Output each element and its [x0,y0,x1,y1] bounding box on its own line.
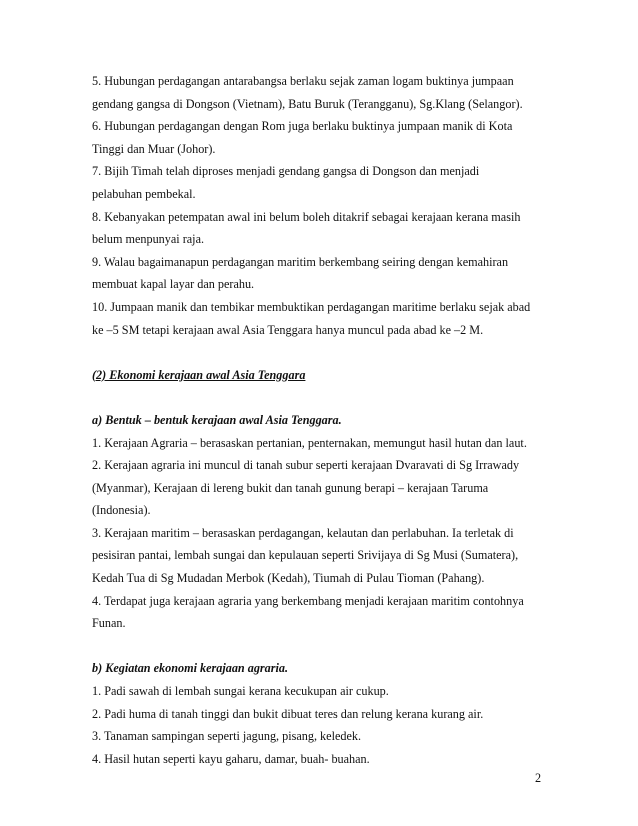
text-line: belum menpunyai raja. [92,232,205,247]
text-line: pesisiran pantai, lembah sungai dan kepulauan seperti Srivijaya di Sg Musi (Sumatera), [92,548,519,563]
text-line: Kedah Tua di Sg Mudadan Merbok (Kedah), Tiumah di Pulau Tioman (Pahang). [92,571,485,586]
section-heading: (2) Ekonomi kerajaan awal Asia Tenggara [92,367,306,382]
text-line: pelabuhan pembekal. [92,186,196,201]
paragraph-gap [92,386,562,409]
text-line: 6. Hubungan perdagangan dengan Rom juga berlaku buktinya jumpaan manik di Kota [92,119,513,134]
text-line: 10. Jumpaan manik dan tembikar membuktikan perdagangan maritime berlaku sejak abad [92,299,531,314]
subsection-heading: a) Bentuk – bentuk kerajaan awal Asia Tenggara. [92,412,342,427]
text-line: 1. Padi sawah di lembah sungai kerana kecukupan air cukup. [92,684,389,699]
text-line: (Indonesia). [92,503,151,518]
text-line: 9. Walau bagaimanapun perdagangan maritim berkembang seiring dengan kemahiran [92,254,509,269]
text-line: 3. Kerajaan maritim – berasaskan perdagangan, kelautan dan perlabuhan. Ia terletak di [92,525,514,540]
paragraph-gap [92,635,562,658]
text-line: 7. Bijih Timah telah diproses menjadi gendang gangsa di Dongson dan menjadi [92,164,480,179]
page-number: 2 [535,771,542,785]
text-line: membuat kapal layar dan perahu. [92,277,255,292]
text-line: 4. Terdapat juga kerajaan agraria yang berkembang menjadi kerajaan maritim contohnya [92,593,524,608]
text-line: Funan. [92,616,126,631]
text-line: 2. Kerajaan agraria ini muncul di tanah subur seperti kerajaan Dvaravati di Sg Irrawady [92,458,520,473]
text-line: ke –5 SM tetapi kerajaan awal Asia Tenggara hanya muncul pada abad ke –2 M. [92,322,484,337]
document-body [92,70,562,770]
text-line: (Myanmar), Kerajaan di lereng bukit dan tanah gunung berapi – kerajaan Taruma [92,480,489,495]
text-line: Tinggi dan Muar (Johor). [92,141,216,156]
paragraph-gap [92,341,562,364]
text-line: 1. Kerajaan Agraria – berasaskan pertanian, penternakan, memungut hasil hutan dan laut. [92,435,527,450]
subsection-heading: b) Kegiatan ekonomi kerajaan agraria. [92,661,289,676]
text-line: gendang gangsa di Dongson (Vietnam), Batu Buruk (Terangganu), Sg.Klang (Selangor). [92,96,523,111]
text-line: 2. Padi huma di tanah tinggi dan bukit dibuat teres dan relung kerana kurang air. [92,706,484,721]
text-line: 4. Hasil hutan seperti kayu gaharu, damar, buah- buahan. [92,751,370,766]
text-line: 3. Tanaman sampingan seperti jagung, pisang, keledek. [92,729,362,744]
text-line: 8. Kebanyakan petempatan awal ini belum boleh ditakrif sebagai kerajaan kerana masih [92,209,521,224]
text-line: 5. Hubungan perdagangan antarabangsa berlaku sejak zaman logam buktinya jumpaan [92,74,514,88]
